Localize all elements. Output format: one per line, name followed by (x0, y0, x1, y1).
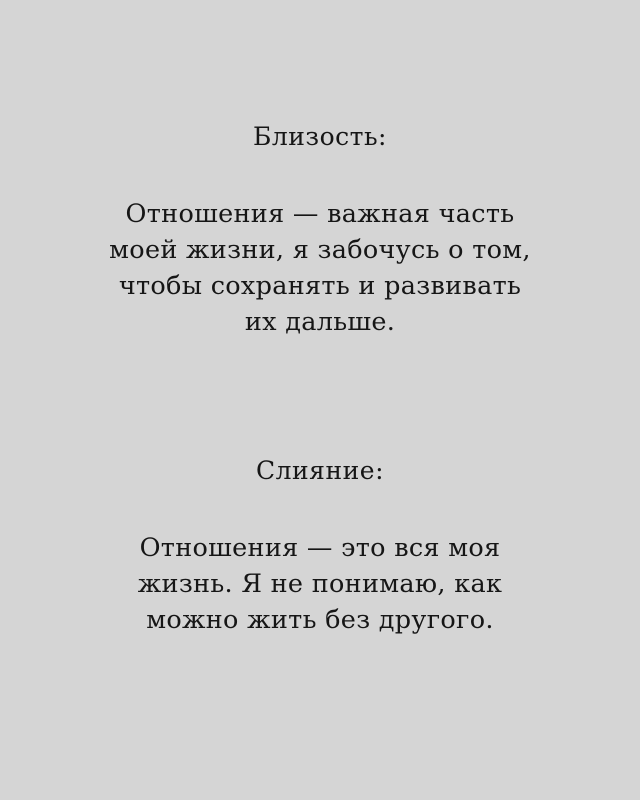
body-line: жизнь. Я не понимаю, как (137, 569, 503, 599)
body-line: их дальше. (244, 307, 396, 337)
section-body-closeness (0, 196, 640, 340)
section-heading-merging: Слияние: (256, 456, 384, 485)
body-line: можно жить без другого. (146, 605, 494, 635)
body-line: чтобы сохранять и развивать (118, 271, 522, 301)
body-line: Отношения — важная часть (125, 199, 515, 229)
section-body-merging (0, 530, 640, 638)
section-heading-closeness: Близость: (253, 122, 387, 151)
body-line: моей жизни, я забочусь о том, (109, 235, 531, 265)
body-line: Отношения — это вся моя (139, 533, 501, 563)
